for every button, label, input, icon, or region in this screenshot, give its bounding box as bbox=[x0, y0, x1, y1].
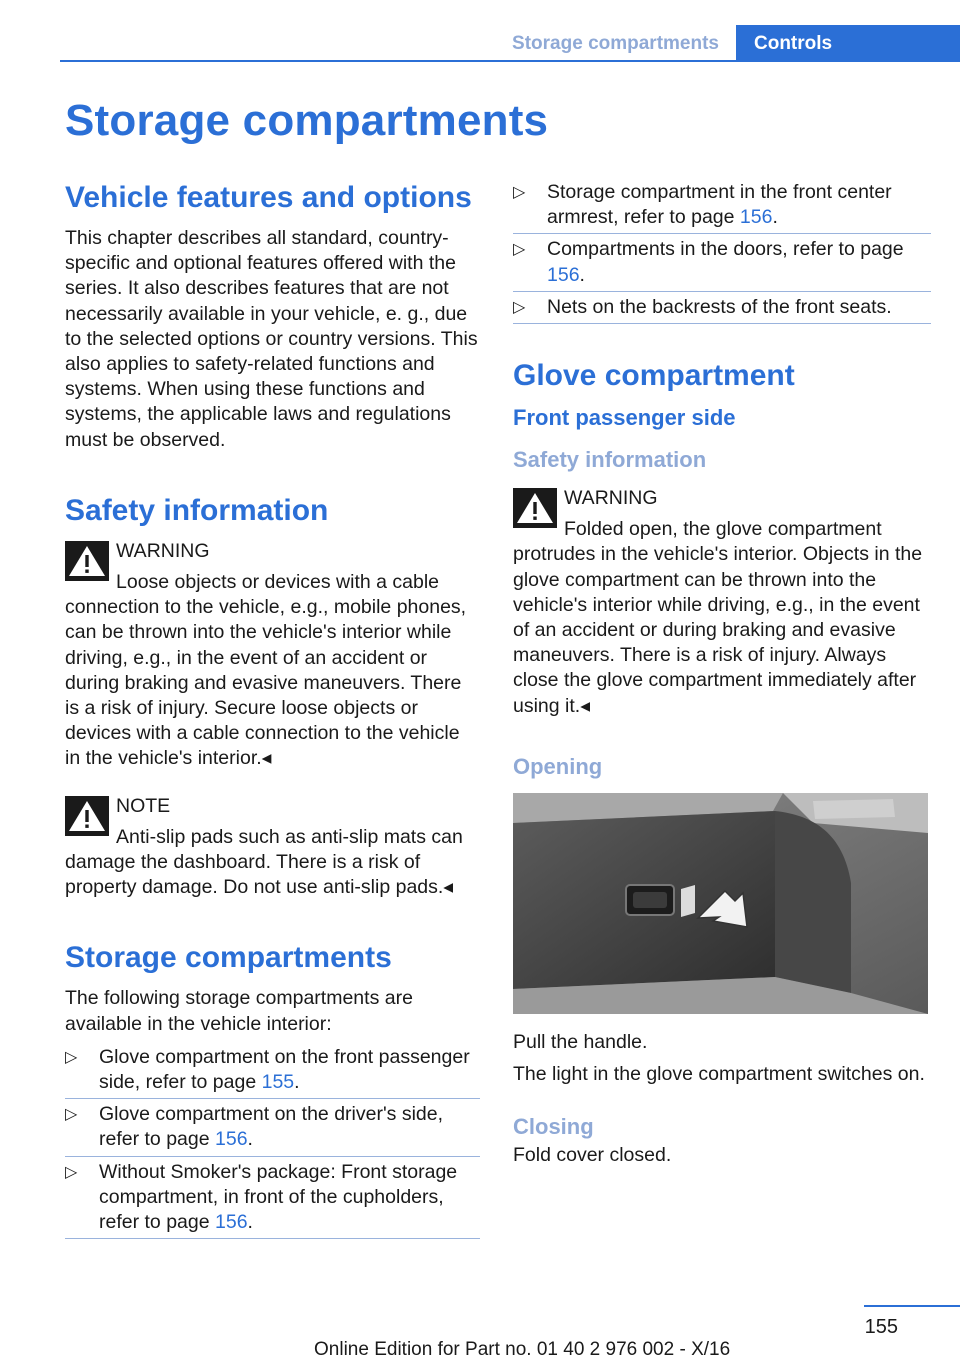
right-column bbox=[513, 180, 931, 1168]
list-item-text: Without Smoker's package: Front storage compartment, in front of the cupholders, refer to page bbox=[99, 1160, 458, 1234]
page-link[interactable]: 156 bbox=[739, 206, 773, 229]
page-link[interactable]: 156 bbox=[215, 1211, 248, 1234]
page-title: Storage compartments bbox=[65, 96, 549, 145]
note-block bbox=[65, 794, 480, 901]
footer-rule bbox=[864, 1305, 960, 1307]
list-item bbox=[513, 295, 931, 320]
paragraph-fold-cover: Fold cover closed. bbox=[513, 1144, 672, 1167]
note-text: Anti-slip pads such as anti-slip mats can damage the dashboard. There is a risk of property damage. Do not use anti-slip pads.◂ bbox=[65, 825, 463, 899]
bullet-arrow-icon: ▷ bbox=[513, 241, 526, 259]
list-item-text: Storage compartment in the front center armrest, refer to page bbox=[547, 181, 892, 229]
warning-text: Loose objects or devices with a cable connection to the vehicle, e.g., mobile phones, can be thrown into the vehicle's interior while driving, e.g., in the event of an accident or during braking and evasive maneuvers. There is a risk of injury. Secure loose objects or devices with a cable connection to the vehicle in the vehicle's interior.◂ bbox=[65, 571, 467, 770]
paragraph-light: The light in the glove compartment switches on. bbox=[513, 1063, 925, 1086]
heading-storage-compartments: Storage compartments bbox=[65, 941, 392, 975]
list-item-text: Compartments in the doors, refer to page bbox=[547, 238, 904, 261]
warning-text: Folded open, the glove compartment protrudes in the vehicle's interior. Objects in the glove compartment can be thrown into the vehicle's interior while driving, e.g., in the event of an accident or during braking and evasive maneuvers. There is a risk of injury. Always close the glove compartment immediately after using it.◂ bbox=[513, 518, 923, 717]
storage-list-left bbox=[65, 1045, 480, 1235]
list-item: ▷ Glove compartment on the driver's side, refer to page 156. bbox=[65, 1102, 480, 1152]
list-item-text: Glove compartment on the driver's side, refer to page bbox=[99, 1103, 444, 1151]
running-header bbox=[492, 25, 960, 62]
page-link[interactable]: 156 bbox=[547, 263, 580, 286]
warning-label: WARNING bbox=[564, 487, 658, 510]
warning-triangle-icon bbox=[513, 488, 557, 528]
page-link[interactable]: 155 bbox=[261, 1071, 295, 1094]
header-section-title: Storage compartments bbox=[492, 25, 736, 62]
heading-front-passenger-side: Front passenger side bbox=[513, 405, 736, 431]
note-triangle-icon bbox=[65, 796, 109, 836]
heading-closing: Closing bbox=[513, 1114, 594, 1140]
heading-vehicle-features: Vehicle features and options bbox=[65, 181, 472, 214]
bullet-arrow-icon: ▷ bbox=[513, 298, 526, 316]
list-item: ▷ Without Smoker's package: Front storage compartment, in front of the cupholders, refer to page 156. bbox=[65, 1160, 480, 1236]
storage-list-right bbox=[513, 180, 931, 320]
page-link[interactable]: 156 bbox=[215, 1128, 248, 1151]
header-chapter-tab: Controls bbox=[736, 25, 960, 62]
paragraph-storage-intro: The following storage compartments are available in the vehicle interior: bbox=[65, 987, 413, 1035]
list-item: ▷ Compartments in the doors, refer to page 156. bbox=[513, 237, 931, 287]
heading-safety-information: Safety information bbox=[65, 493, 329, 527]
bullet-arrow-icon: ▷ bbox=[65, 1048, 78, 1066]
list-item-text: Glove compartment on the front passenger side, refer to page bbox=[99, 1045, 470, 1094]
paragraph-pull-handle: Pull the handle. bbox=[513, 1030, 648, 1053]
warning-triangle-icon bbox=[65, 541, 109, 581]
warning-block bbox=[513, 486, 931, 719]
warning-label: WARNING bbox=[116, 539, 210, 562]
bullet-arrow-icon: ▷ bbox=[65, 1106, 78, 1124]
heading-glove-compartment: Glove compartment bbox=[513, 359, 795, 393]
page-number: 155 bbox=[864, 1316, 898, 1338]
heading-opening: Opening bbox=[513, 753, 603, 779]
edition-footer: Online Edition for Part no. 01 40 2 976 002 - X/16 bbox=[314, 1339, 731, 1360]
paragraph-vehicle-features: This chapter describes all standard, country-specific and optional features offered with the series. It also describes features that are not necessarily available in your vehicle, e. g., due to the selected options or country versions. This also applies to safety-related functions and systems. When using these functions and systems, the applicable laws and regulations must be observed. bbox=[65, 227, 478, 451]
list-item-text: Nets on the backrests of the front seats. bbox=[547, 295, 892, 318]
heading-safety-information: Safety information bbox=[513, 447, 707, 473]
bullet-arrow-icon: ▷ bbox=[513, 184, 526, 201]
note-label: NOTE bbox=[116, 794, 171, 817]
left-column bbox=[65, 180, 480, 1235]
bullet-arrow-icon: ▷ bbox=[65, 1163, 78, 1181]
list-item: ▷ Storage compartment in the front center armrest, refer to page 156. bbox=[513, 180, 931, 230]
glove-compartment-photo bbox=[513, 793, 928, 1014]
list-item: ▷ Glove compartment on the front passenger side, refer to page 155. bbox=[65, 1045, 480, 1095]
warning-block bbox=[65, 539, 480, 772]
